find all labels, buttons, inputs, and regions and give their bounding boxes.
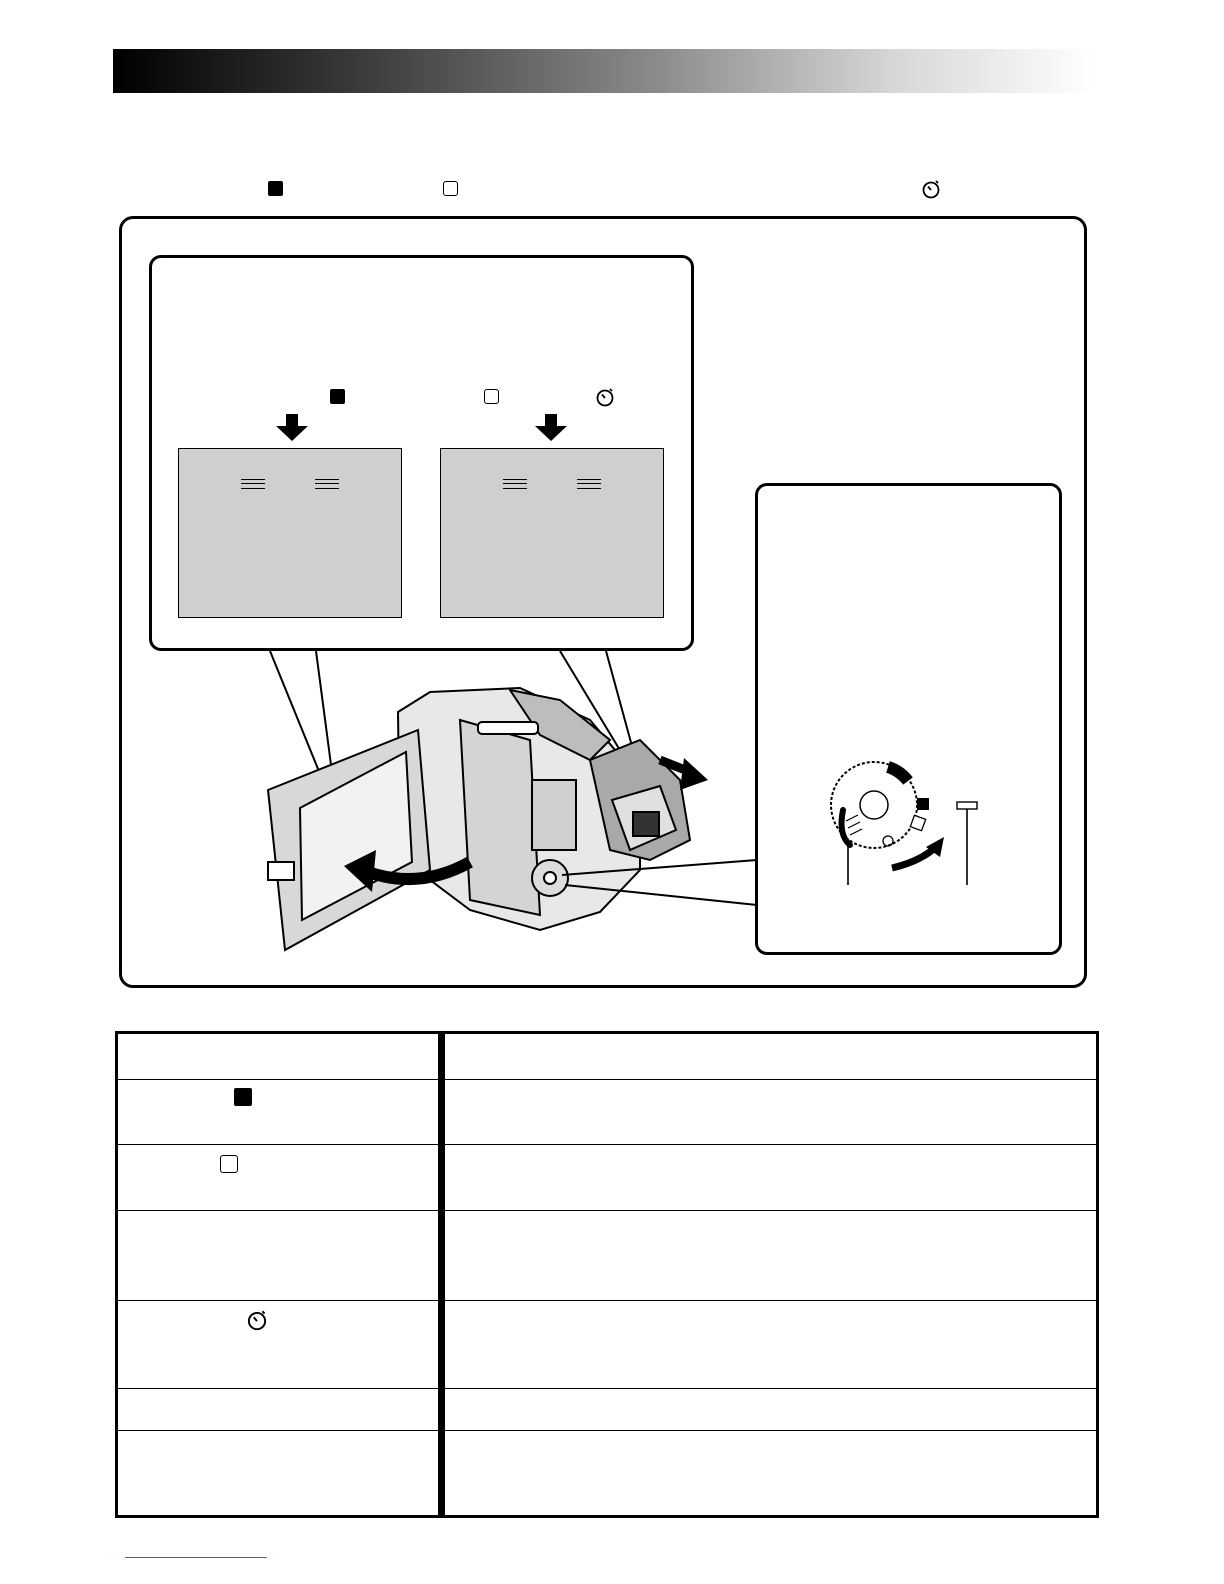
column-divider [438,1034,445,1515]
manual-mode-icon [220,1155,238,1173]
table-row-divider [118,1079,1096,1080]
table-row-divider [118,1210,1096,1211]
table-row-divider [118,1300,1096,1301]
table-row-divider [118,1430,1096,1431]
table-row-divider [118,1388,1096,1389]
mode-dial[interactable] [830,755,990,890]
full-auto-mode-icon [234,1088,252,1106]
self-timer-icon [244,1308,270,1332]
table-row-divider [118,1144,1096,1145]
footer-link-rule [125,1557,267,1558]
mode-table [115,1031,1099,1518]
